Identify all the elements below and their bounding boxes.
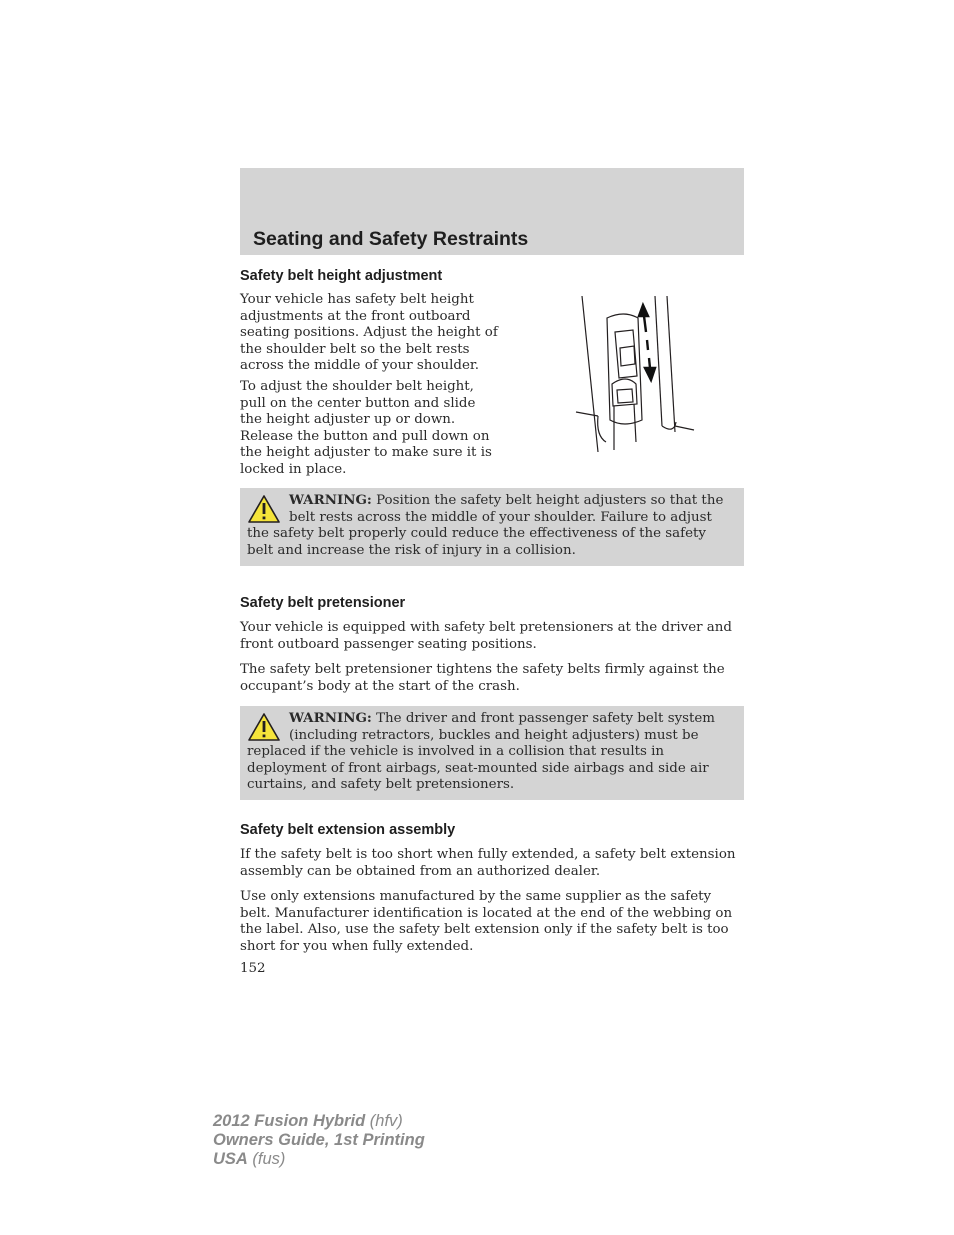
warning-label: WARNING: [289, 492, 372, 508]
heading-extension-assembly: Safety belt extension assembly [240, 822, 456, 838]
heading-pretensioner: Safety belt pretensioner [240, 595, 406, 611]
height-para-2: To adjust the shoulder belt height, pull on the center button and slide the height adjuster up or down. Release the button and pull down on the height adjuster to make sure it is locked in place. [240, 379, 492, 477]
footer-line-2: Owners Guide, 1st Printing [213, 1131, 425, 1149]
height-para-1: Your vehicle has safety belt height adjustments at the front outboard seating positions. Adjust the height of the shoulder belt so the belt rests across the middle of your shoulder. [240, 292, 498, 373]
page-title: Seating and Safety Restraints [253, 228, 529, 250]
heading-height-adjustment: Safety belt height adjustment [240, 268, 443, 284]
warning-label: WARNING: [289, 710, 372, 726]
warning-box-pretensioner [240, 706, 744, 800]
extension-para-1: If the safety belt is too short when fully extended, a safety belt extension assembly can be obtained from an authorized dealer. [240, 847, 736, 879]
warning-box-height [240, 488, 744, 566]
header-band [240, 168, 744, 255]
footer-line-1: 2012 Fusion Hybrid (hfv) [213, 1112, 403, 1130]
warning-text-height: WARNING: Position the safety belt height adjusters so that the belt rests across the middle of your shoulder. Failure to adjust the safety belt properly could reduce the effectiveness of the safety belt and increase the risk of injury in a collision. [247, 492, 724, 558]
belt-height-adjuster-illustration [574, 292, 698, 454]
footer-publication-info [213, 1112, 425, 1169]
page-number: 152 [240, 961, 266, 976]
pretensioner-para-2: The safety belt pretensioner tightens the safety belts firmly against the occupant’s body at the start of the crash. [240, 662, 725, 694]
warning-triangle-icon [247, 494, 281, 524]
pretensioner-para-1: Your vehicle is equipped with safety belt pretensioners at the driver and front outboard passenger seating positions. [240, 620, 732, 652]
extension-para-2: Use only extensions manufactured by the same supplier as the safety belt. Manufacturer identification is located at the end of the webbing on the label. Also, use the safety belt extension only if the safety belt is too short for you when fully extended. [240, 889, 733, 954]
warning-text-pretensioner: WARNING: The driver and front passenger safety belt system (including retractors, buckles and height adjusters) must be replaced if the vehicle is involved in a collision that results in deployment of front airbags, seat-mounted side airbags and side air curtains, and safety belt pretensioners. [247, 710, 716, 792]
warning-triangle-icon [247, 712, 281, 742]
footer-line-3: USA (fus) [213, 1150, 286, 1168]
